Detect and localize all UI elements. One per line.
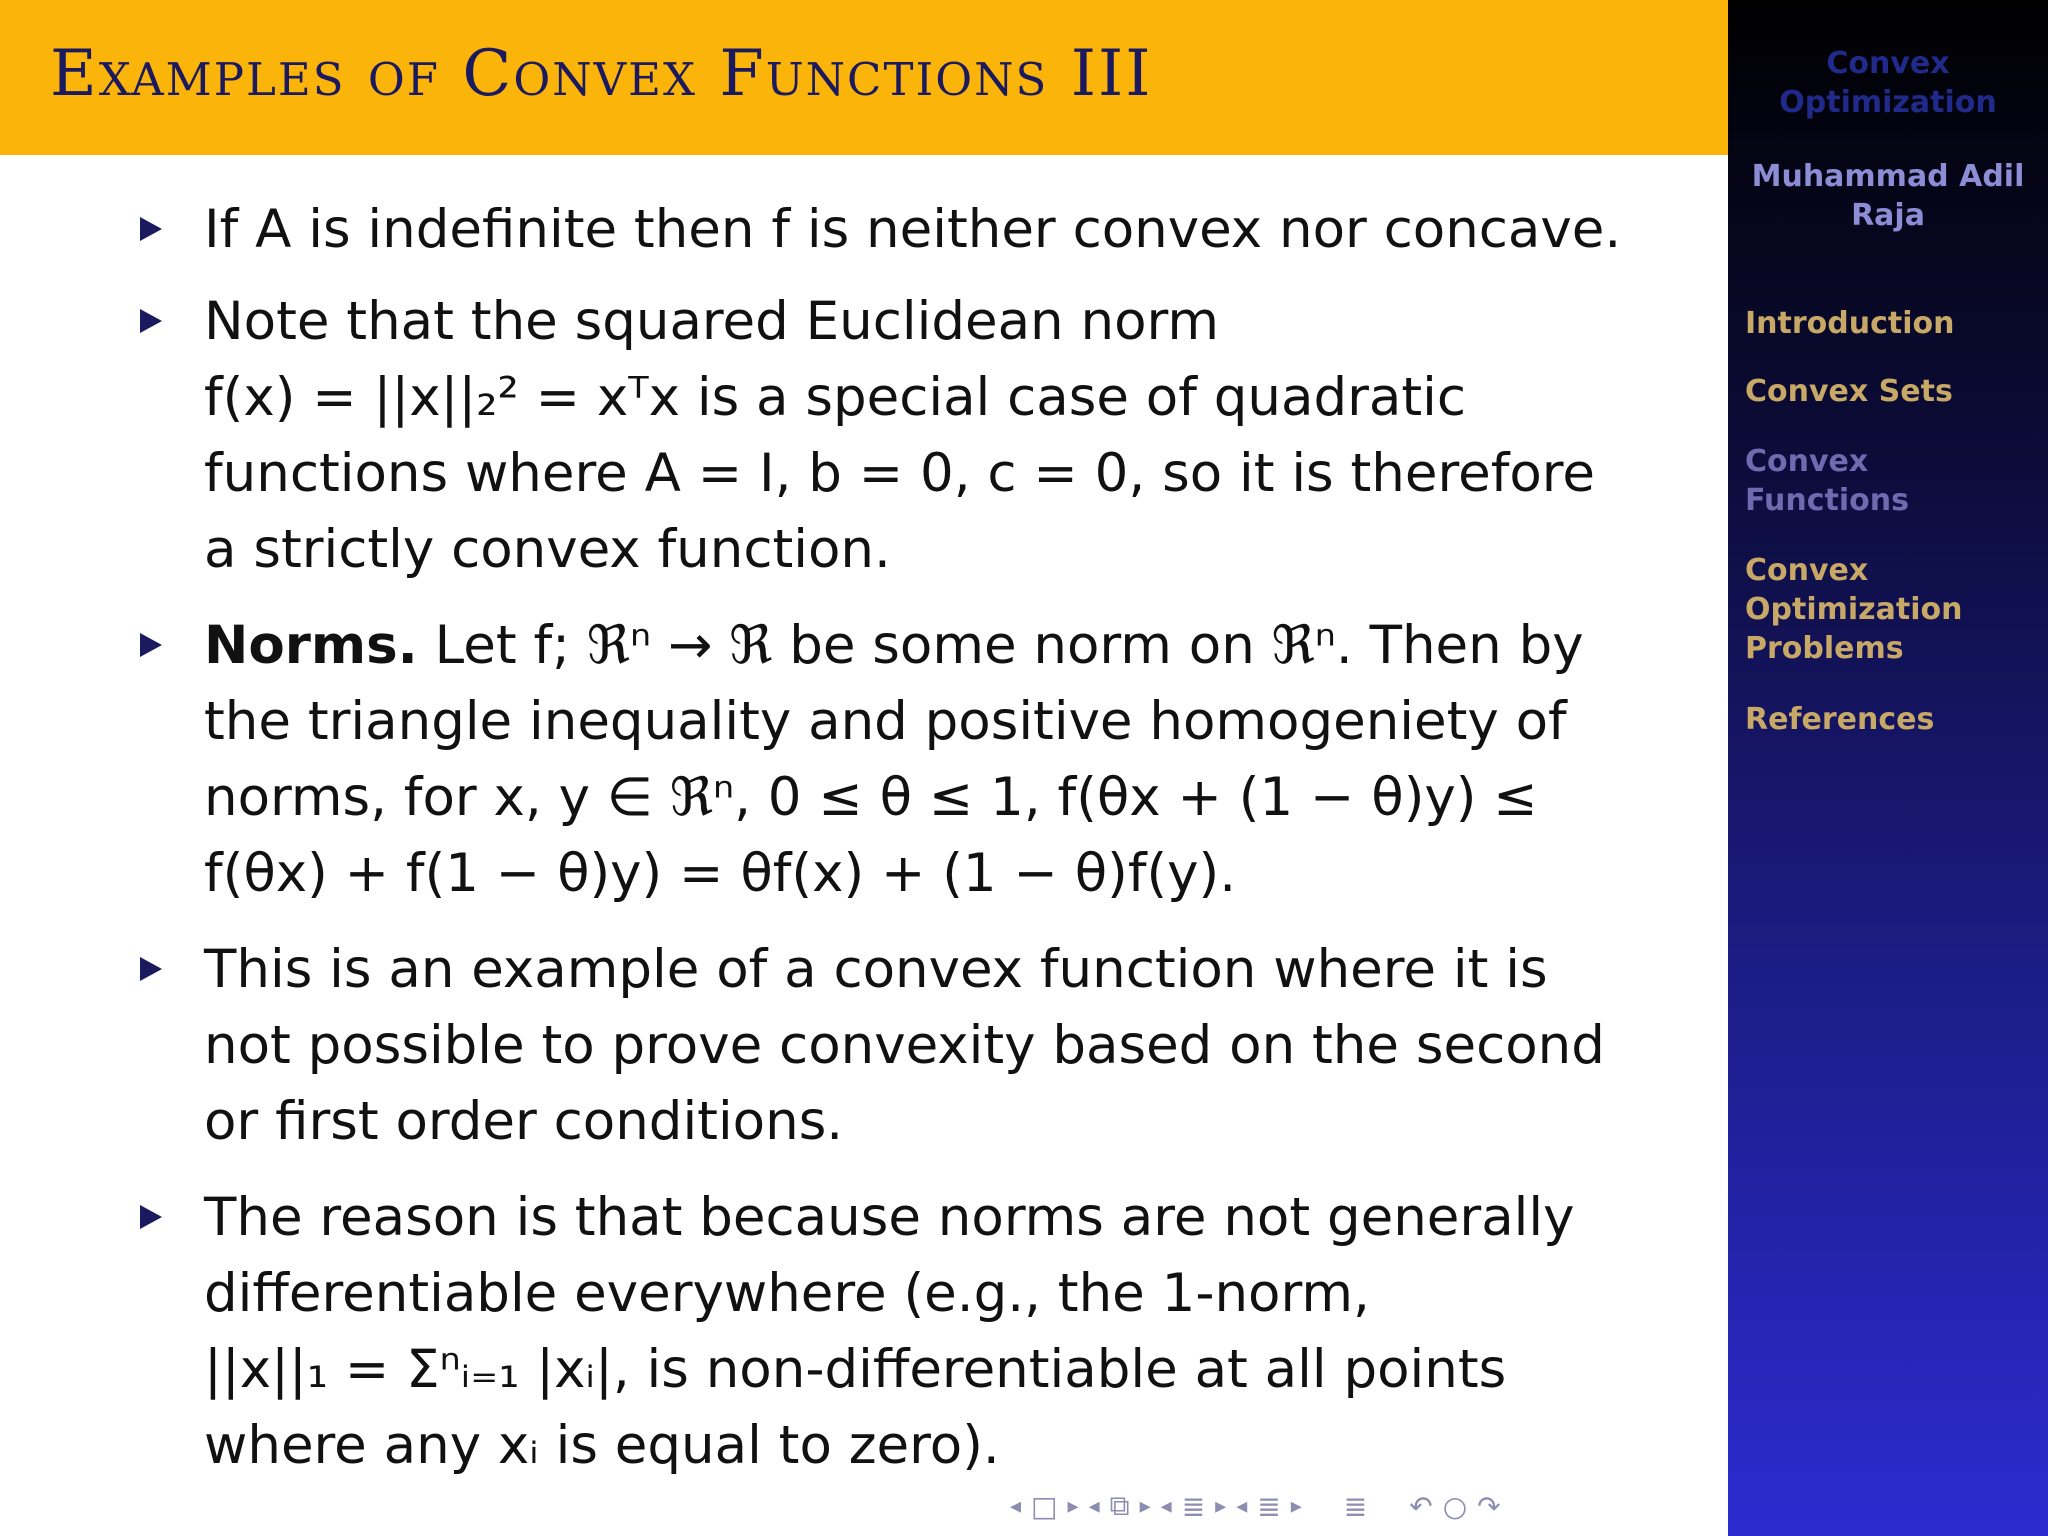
next-subsection-arrow-icon[interactable]: ▸ xyxy=(1215,1493,1227,1519)
section-icon[interactable]: ≣ xyxy=(1257,1489,1281,1523)
bullet-line: differentiable everywhere (e.g., the 1-norm, xyxy=(204,1263,1370,1324)
bullet-item xyxy=(204,192,1674,268)
bullet-triangle-icon xyxy=(140,217,162,241)
bullet-line: ||x||₁ = Σⁿᵢ₌₁ |xᵢ|, is non-differentiable at all points xyxy=(204,1339,1507,1400)
bullet-line: not possible to prove convexity based on the second xyxy=(204,1015,1605,1076)
bullet-item xyxy=(204,284,1674,588)
bullet-triangle-icon xyxy=(140,633,162,657)
bullet-line: The reason is that because norms are not generally xyxy=(204,1187,1575,1248)
bullet-line: f(θx) + f(1 − θ)y) = θf(x) + (1 − θ)f(y). xyxy=(204,843,1237,904)
bullet-line: norms, for x, y ∈ ℜⁿ, 0 ≤ θ ≤ 1, f(θx + (1 − θ)y) ≤ xyxy=(204,767,1538,828)
bullet-triangle-icon xyxy=(140,309,162,333)
back-icon[interactable]: ↶ xyxy=(1409,1489,1433,1523)
bullet-line: Norms. Let f; ℜⁿ → ℜ be some norm on ℜⁿ. Then by xyxy=(204,615,1584,676)
sidebar-item-convex-functions[interactable]: Convex Functions xyxy=(1745,444,1909,518)
sidebar-item-introduction[interactable]: Introduction xyxy=(1745,306,1955,341)
search-icon[interactable]: ○ xyxy=(1442,1489,1468,1523)
sidebar-item-references[interactable]: References xyxy=(1745,702,1935,737)
slide-title: Examples of Convex Functions III xyxy=(50,37,1153,111)
bullet-line: a strictly convex function. xyxy=(204,519,891,580)
next-slide-arrow-icon[interactable]: ▸ xyxy=(1067,1493,1079,1519)
bullet-item xyxy=(204,608,1674,912)
frame-icon[interactable]: ⧉ xyxy=(1109,1489,1130,1522)
bullet-line: f(x) = ||x||₂² = xᵀx is a special case of quadratic xyxy=(204,367,1467,428)
next-section-arrow-icon[interactable]: ▸ xyxy=(1290,1493,1302,1519)
next-frame-arrow-icon[interactable]: ▸ xyxy=(1139,1493,1151,1519)
prev-section-arrow-icon[interactable]: ◂ xyxy=(1236,1493,1248,1519)
bullet-line: Note that the squared Euclidean norm xyxy=(204,291,1219,352)
prev-subsection-arrow-icon[interactable]: ◂ xyxy=(1160,1493,1172,1519)
forward-icon[interactable]: ↷ xyxy=(1477,1489,1501,1523)
beamer-navigation-bar xyxy=(1010,1488,1501,1524)
bullet-item xyxy=(204,932,1674,1160)
bullet-line: where any xᵢ is equal to zero). xyxy=(204,1415,1000,1476)
sidebar-item-convex-optimization-problems[interactable]: Convex Optimization Problems xyxy=(1745,553,1963,666)
bullet-triangle-icon xyxy=(140,957,162,981)
bullet-line: If A is indefinite then f is neither convex nor concave. xyxy=(204,199,1622,260)
prev-slide-arrow-icon[interactable]: ◂ xyxy=(1010,1493,1022,1519)
sidebar-item-convex-sets[interactable]: Convex Sets xyxy=(1745,374,1953,409)
author-name: Muhammad Adil Raja xyxy=(1751,159,2025,233)
presentation-short-title[interactable]: Convex Optimization xyxy=(1779,46,1997,120)
bullet-line: This is an example of a convex function where it is xyxy=(204,939,1548,1000)
bullet-triangle-icon xyxy=(140,1205,162,1229)
sidebar xyxy=(1728,0,2048,1536)
bullet-item xyxy=(204,1180,1674,1484)
prev-frame-arrow-icon[interactable]: ◂ xyxy=(1088,1493,1100,1519)
bullet-line: functions where A = I, b = 0, c = 0, so it is therefore xyxy=(204,443,1596,504)
bullet-line: the triangle inequality and positive homogeniety of xyxy=(204,691,1567,752)
subsection-icon[interactable]: ≣ xyxy=(1181,1489,1206,1523)
slide-icon[interactable]: □ xyxy=(1031,1489,1058,1523)
bullet-line: or first order conditions. xyxy=(204,1091,844,1152)
appendix-icon[interactable]: ≣ xyxy=(1343,1489,1368,1523)
